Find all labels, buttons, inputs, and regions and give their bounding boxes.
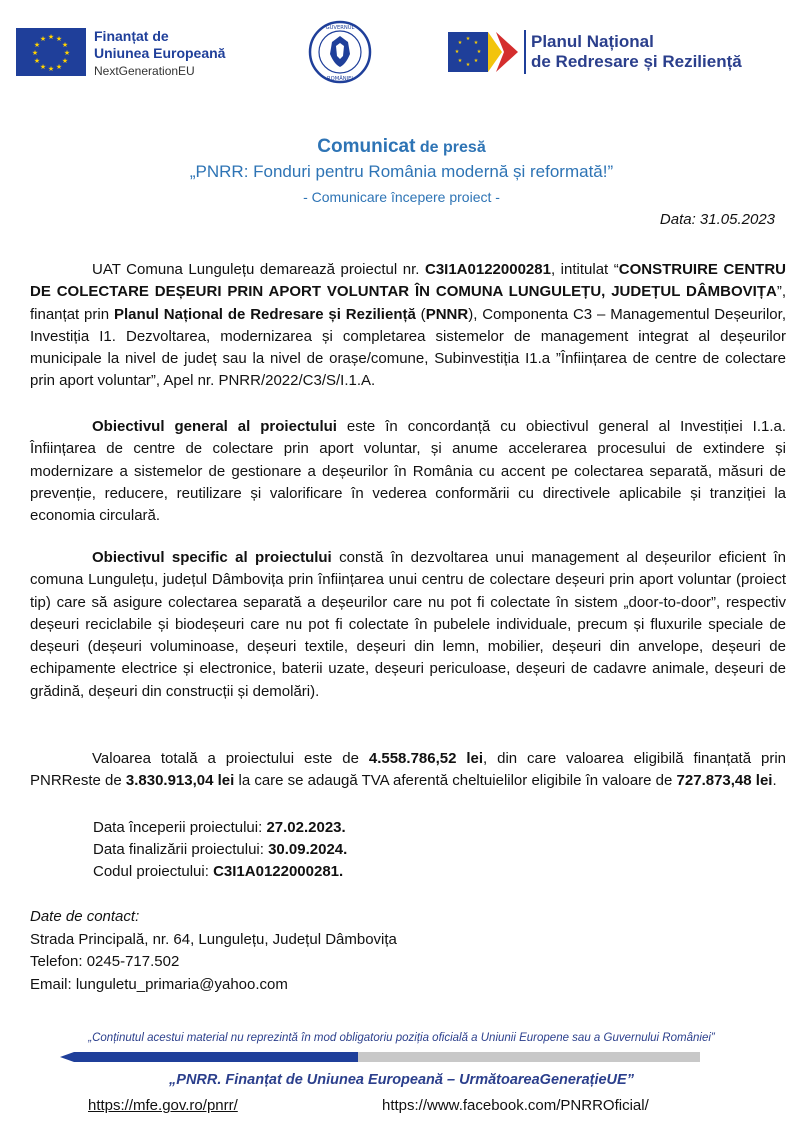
start-date-value: 27.02.2023.	[266, 819, 346, 836]
end-date-value: 30.09.2024.	[268, 841, 348, 858]
svg-text:★: ★	[31, 49, 39, 57]
contact-phone: Telefon: 0245-717.502	[30, 953, 180, 970]
svg-text:GUVERNUL: GUVERNUL	[325, 25, 355, 31]
svg-text:★: ★	[47, 33, 55, 41]
project-title: CONSTRUIRE CENTRU DE COLECTARE DEȘEURI PRIN APORT VOLUNTAR ÎN COMUNA LUNGULEȚU, JUDEȚUL DÂMBOVIȚA	[30, 261, 786, 301]
paragraph-specific-objective	[30, 547, 786, 703]
start-date-label: Data începerii proiectului:	[93, 819, 267, 836]
mfe-pnrr-link[interactable]: https://mfe.gov.ro/pnrr/	[88, 1097, 238, 1114]
svg-text:★: ★	[39, 35, 47, 43]
footer-slogan: „PNRR. Finanțat de Uniunea Europeană – UrmătoareaGenerațieUE”	[169, 1072, 634, 1088]
paragraph-values	[30, 748, 786, 793]
title-subtitle-2: - Comunicare începere proiect -	[303, 189, 500, 205]
pnrr-mark-icon	[448, 30, 518, 74]
contact-address: Strada Principală, nr. 64, Lungulețu, Județul Dâmbovița	[30, 930, 397, 948]
plan-acronym: PNNR	[425, 305, 469, 323]
p1-text-a: UAT Comuna Lungulețu demarează proiectul nr.	[92, 261, 425, 278]
svg-text:★: ★	[55, 35, 63, 43]
specific-objective-heading: Obiectivul specific al proiectului	[92, 549, 332, 566]
footer-color-bar	[60, 1052, 700, 1062]
eu-logo-line1: Finanțat de	[94, 28, 169, 44]
contact-email[interactable]: Email: lunguletu_primaria@yahoo.com	[30, 975, 288, 993]
vat-value: 727.873,48 lei	[676, 772, 773, 790]
pnrr-divider	[524, 30, 526, 74]
footer-disclaimer: „Conținutul acestui material nu reprezintă în mod obligatoriu poziția oficială a Uniunii Europene sau a Guvernului României”	[88, 1032, 715, 1044]
paragraph-intro	[30, 259, 786, 393]
svg-text:★: ★	[454, 49, 460, 55]
contact-block	[30, 906, 397, 996]
svg-text:★: ★	[33, 41, 41, 49]
svg-text:★: ★	[39, 63, 47, 71]
project-code-line	[93, 861, 343, 883]
svg-text:★: ★	[55, 63, 63, 71]
project-code-value: C3I1A0122000281.	[213, 863, 344, 880]
specific-objective-text: constă în dezvoltarea unui management al deșeurilor eficient în comuna Lungulețu, județul Dâmbovița prin înființarea unui centru de colectare deșeuri prin aport voluntar (proiect tip) care să asigure colectarea separată a deșeurilor care nu pot fi colectate în sistem „door-to-door”, respectiv deșeuri reciclabile și biodeșeuri care nu pot fi colectate în pubelele individuale, precum și fluxurile speciale de deșeuri (deșeuri voluminoase, deșeuri textile, deșeuri din lemn, mobilier, deșeuri din anvelope, deșeuri de echipamente electrice și electronice, baterii uzate, deșeuri periculoase, deșeuri de cadavre animale, deșeuri de grădină, deșeuri din construcții și demolări).	[30, 549, 786, 700]
pnrr-logo	[448, 30, 742, 74]
values-text-d: .	[772, 772, 777, 790]
end-date-line	[93, 839, 347, 861]
plan-name: Planul Național de Redresare și Reziliență	[113, 305, 416, 323]
p1-text-c: ”, finanțat prin	[30, 283, 786, 323]
pnrr-logo-line1: Planul Național	[531, 32, 654, 51]
svg-text:★: ★	[61, 57, 69, 65]
p1-text-e: ), Componenta C3 – Managementul Deșeurilor, Investiția I1. Dezvoltarea, modernizarea și completarea sistemelor de management integrat al deșeurilor municipale la nivel de județ sau la nivel de orașe/comune, Subinvestiția I1.a ”Înființarea de centre de colectare prin aport voluntar”, Apel nr. PNRR/2022/C3/S/I.1.A.	[30, 305, 786, 390]
contact-heading: Date de contact:	[30, 908, 140, 925]
title-rest: de presă	[415, 139, 486, 156]
svg-text:★: ★	[473, 40, 479, 46]
government-seal-icon	[308, 20, 372, 84]
press-release-title	[0, 136, 803, 158]
paragraph-general-objective	[30, 416, 786, 527]
p1-text-b: , intitulat “	[550, 261, 619, 278]
svg-text:★: ★	[61, 41, 69, 49]
svg-text:★: ★	[473, 58, 479, 64]
values-text-b: , din care valoarea eligibilă finanțată prin PNRReste de	[30, 750, 786, 790]
svg-text:★: ★	[33, 57, 41, 65]
svg-text:★: ★	[63, 49, 71, 57]
general-objective-text: este în concordanță cu obiectivul general al Investiției I.1.a. Înființarea de centre de colectare prin aport voluntar, și anume accelerarea procesului de extindere și modernizare a sistemelor de gestionare a deșeurilor în România cu accent pe colectarea separată, măsuri de prevenție, reducere, reutilizare și valorificare în vederea conformării cu directivele aplicabile și tranziției la economia circulară.	[30, 418, 787, 525]
p1-text-d: (	[415, 305, 426, 323]
facebook-pnrr-link[interactable]: https://www.facebook.com/PNRROficial/	[382, 1097, 649, 1114]
svg-text:★: ★	[47, 65, 55, 73]
eu-logo-line2: Uniunea Europeană	[94, 45, 226, 61]
start-date-line	[93, 817, 346, 839]
project-code: C3I1A0122000281	[425, 261, 551, 278]
svg-text:★: ★	[465, 36, 471, 42]
svg-text:★: ★	[476, 49, 482, 55]
svg-text:★: ★	[457, 58, 463, 64]
title-subtitle: „PNRR: Fonduri pentru România modernă și reformată!”	[189, 162, 614, 181]
svg-text:★: ★	[465, 62, 471, 68]
values-text-c: la care se adaugă TVA aferentă cheltuielilor eligibile în valoare de	[234, 772, 677, 790]
title-main: Comunicat	[317, 136, 416, 157]
pnrr-logo-line2: de Redresare și Reziliență	[531, 52, 742, 71]
eu-flag-icon	[16, 28, 86, 76]
total-value: 4.558.786,52 lei	[368, 750, 484, 767]
general-objective-heading: Obiectivul general al proiectului	[92, 418, 337, 435]
project-code-label: Codul proiectului:	[93, 863, 214, 880]
end-date-label: Data finalizării proiectului:	[93, 841, 269, 858]
svg-text:★: ★	[457, 40, 463, 46]
eligible-value: 3.830.913,04 lei	[125, 772, 235, 790]
values-text-a: Valoarea totală a proiectului este de	[92, 750, 369, 767]
eu-funding-logo	[16, 28, 225, 80]
svg-text:ROMÂNIEI: ROMÂNIEI	[327, 76, 353, 82]
release-date: Data: 31.05.2023	[659, 211, 775, 228]
eu-logo-line3: NextGenerationEU	[94, 64, 195, 78]
